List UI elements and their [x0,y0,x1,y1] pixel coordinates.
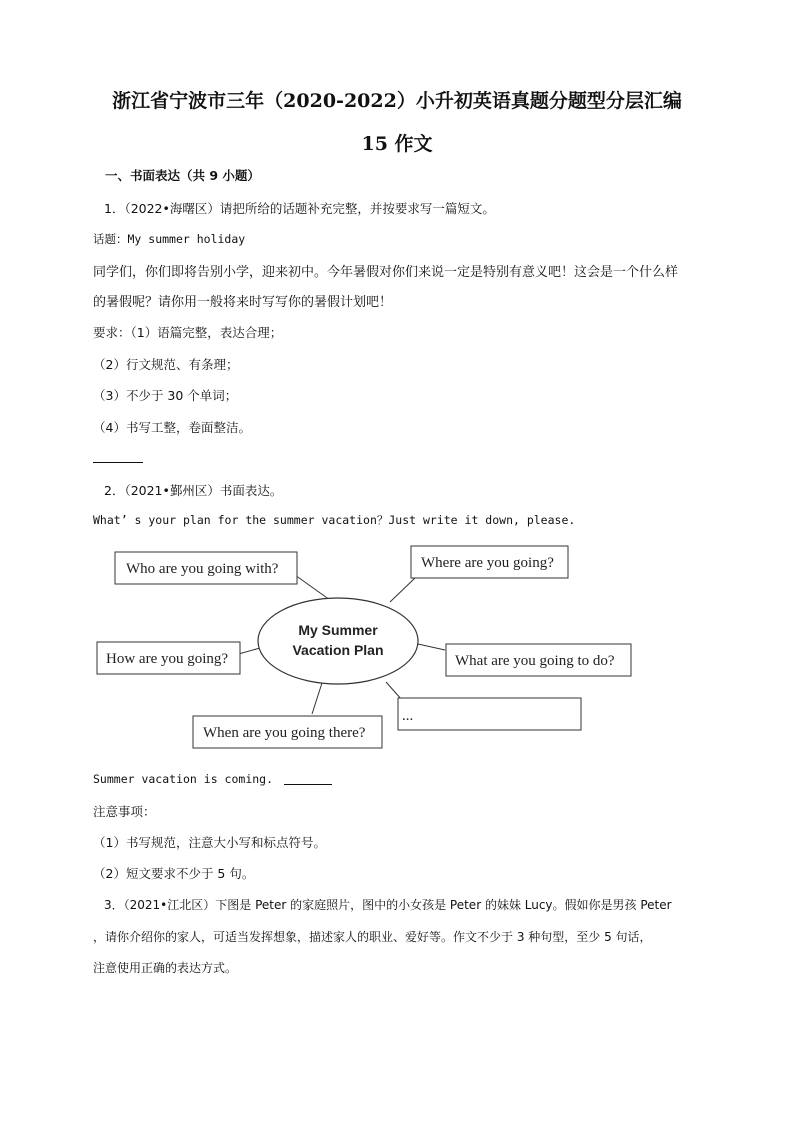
q3-line1: 3．（2021•江北区）下图是 Peter 的家庭照片，图中的小女孩是 Peter 的妹妹 Lucy。假如你是男孩 Peter [104,898,672,912]
document-title-line1: 浙江省宁波市三年（2020-2022）小升初英语真题分题型分层汇编 [112,90,682,112]
q2-notes-title: 注意事项： [93,804,156,819]
center-label-line1: My Summer [298,622,378,638]
q1-body-line1: 同学们，你们即将告别小学，迎来初中。今年暑假对你们来说一定是特别有意义吧！这会是一个什么样 [93,265,679,280]
box-more [398,698,581,730]
q1-requirement-1: 要求：（1）语篇完整，表达合理； [93,325,283,340]
q1-requirement-2: （2）行文规范、有条理； [93,357,239,372]
box-more-label: ... [402,708,414,724]
q2-note-1: （1）书写规范，注意大小写和标点符号。 [93,835,326,850]
connector-more [386,682,402,700]
connector-when [312,683,322,714]
center-label-line2: Vacation Plan [292,642,384,658]
q3-line3: 注意使用正确的表达方式。 [93,961,238,975]
mind-map-diagram [90,540,640,755]
q2-opening-sentence: Summer vacation is coming. [93,772,274,786]
q1-body-line2: 的暑假呢？请你用一般将来时写写你的暑假计划吧！ [93,295,393,310]
q2-note-2: （2）短文要求不少于 5 句。 [93,866,255,881]
document-title-line2: 15 作文 [361,133,433,155]
q2-prompt: What’ s your plan for the summer vacation？Just write it down, please. [93,513,576,527]
box-how-label: How are you going? [106,651,229,667]
box-who-label: Who are you going with? [126,561,279,577]
box-what-label: What are you going to do? [455,653,615,669]
q2-answer-blank [284,784,332,785]
q3-line2: ，请你介绍你的家人，可适当发挥想象，描述家人的职业、爱好等。作文不少于 3 种句型，至少 5 句话， [93,930,652,944]
q1-requirement-3: （3）不少于 30 个单词； [93,388,238,403]
center-ellipse [258,598,418,684]
section-heading: 一、书面表达（共 9 小题） [105,168,260,183]
q1-topic: 话题：My summer holiday [93,232,246,246]
box-where-label: Where are you going? [421,555,554,571]
q1-requirement-4: （4）书写工整，卷面整洁。 [93,420,251,435]
connector-who [295,575,330,600]
box-when-label: When are you going there? [203,725,366,741]
connector-where [390,578,415,602]
q1-header: 1．（2022•海曙区）请把所给的话题补充完整，并按要求写一篇短文。 [104,201,495,216]
q1-answer-blank [93,462,143,463]
connector-what [418,644,445,650]
q2-header: 2．（2021•鄞州区）书面表达。 [104,483,283,498]
